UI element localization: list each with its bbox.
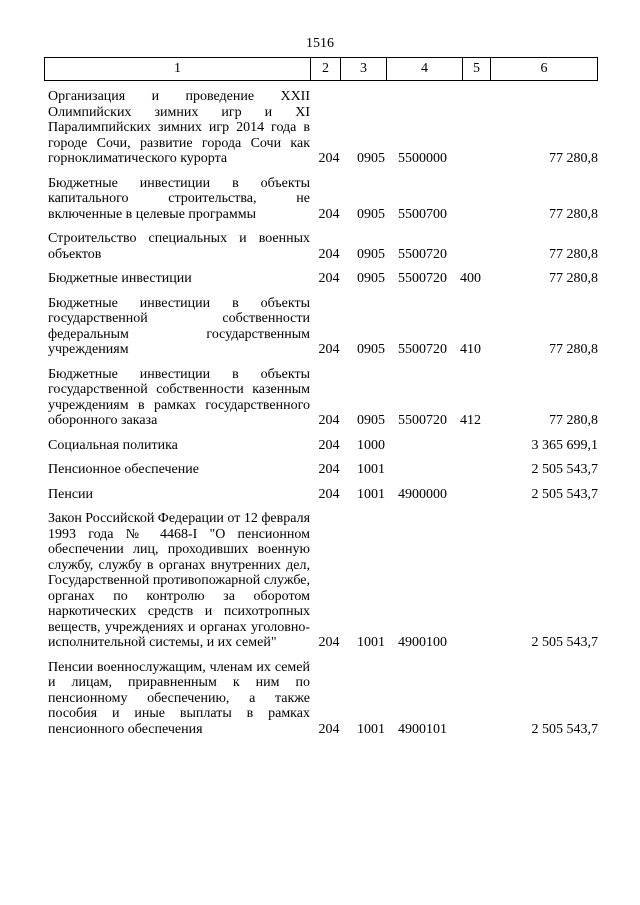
row-section-code: 0905 bbox=[357, 246, 385, 262]
row-target-code: 5500700 bbox=[398, 206, 447, 222]
table-row bbox=[48, 511, 598, 651]
row-section-code: 1001 bbox=[357, 635, 385, 650]
table-row bbox=[48, 438, 598, 454]
row-amount: 2 505 543,7 bbox=[531, 462, 598, 477]
row-name: Пенсионное обеспечение bbox=[48, 462, 199, 477]
row-amount: 2 505 543,7 bbox=[531, 721, 598, 737]
table-row bbox=[48, 231, 598, 262]
header-col-2: 2 bbox=[311, 58, 341, 80]
row-name: Пенсии военнослужащим, членам их семей и лицам, приравненным к ним по пенсионному обеспечению, а также пособия и иные выплаты в рамках пенсионного обеспечения bbox=[48, 659, 310, 737]
table-row bbox=[48, 271, 598, 287]
row-amount: 77 280,8 bbox=[549, 246, 598, 262]
row-name: Пенсии bbox=[48, 486, 94, 502]
row-expense-type: 412 bbox=[460, 413, 481, 428]
row-amount: 3 365 699,1 bbox=[531, 437, 598, 453]
row-section-code: 1001 bbox=[357, 462, 385, 477]
row-target-code: 5500720 bbox=[398, 413, 447, 428]
header-col-4: 4 bbox=[387, 58, 463, 80]
row-amount: 77 280,8 bbox=[549, 413, 598, 428]
row-ministry-code: 204 bbox=[318, 721, 340, 737]
row-ministry-code: 204 bbox=[318, 635, 340, 650]
page-number: 1516 bbox=[306, 36, 334, 51]
row-ministry-code: 204 bbox=[318, 151, 340, 166]
row-ministry-code: 204 bbox=[318, 246, 340, 262]
row-section-code: 1001 bbox=[357, 721, 385, 737]
table-row bbox=[48, 487, 598, 503]
table-row bbox=[48, 89, 598, 167]
row-ministry-code: 204 bbox=[318, 206, 340, 222]
row-ministry-code: 204 bbox=[318, 271, 340, 286]
header-col-5: 5 bbox=[463, 58, 491, 80]
row-target-code: 4900101 bbox=[398, 721, 447, 737]
row-section-code: 1000 bbox=[357, 437, 385, 453]
table-row bbox=[48, 367, 598, 429]
row-amount: 77 280,8 bbox=[549, 151, 598, 166]
table-body bbox=[48, 89, 598, 746]
row-amount: 2 505 543,7 bbox=[531, 635, 598, 650]
table-row bbox=[48, 296, 598, 358]
row-ministry-code: 204 bbox=[318, 342, 340, 357]
table-row bbox=[48, 462, 598, 478]
row-expense-type: 400 bbox=[460, 271, 481, 286]
row-amount: 77 280,8 bbox=[549, 271, 598, 286]
row-name: Бюджетные инвестиции bbox=[48, 271, 192, 286]
row-amount: 2 505 543,7 bbox=[531, 486, 598, 502]
row-name: Бюджетные инвестиции в объекты государственной собственности казенным учреждениям в рамках государственного оборонного заказа bbox=[48, 366, 310, 428]
header-col-3: 3 bbox=[341, 58, 387, 80]
table-header bbox=[44, 57, 598, 81]
row-name: Закон Российской Федерации от 12 февраля 1993 года № 4468-I "О пенсионном обеспечении лиц, проходивших военную службу, службу в органах внутренних дел, Государственной противопожарной службе, органах по контролю за оборотом наркотических средств и психотропных веществ, учреждениях и органах уголовно-исполнительной системы, и их семей" bbox=[48, 511, 311, 650]
row-target-code: 5500000 bbox=[398, 151, 447, 166]
row-target-code: 5500720 bbox=[398, 342, 447, 357]
row-name: Строительство специальных и военных объектов bbox=[48, 231, 310, 262]
header-col-6: 6 bbox=[540, 61, 548, 76]
row-ministry-code: 204 bbox=[318, 486, 340, 502]
row-amount: 77 280,8 bbox=[549, 342, 598, 357]
row-section-code: 0905 bbox=[357, 151, 385, 166]
row-expense-type: 410 bbox=[460, 342, 481, 357]
row-ministry-code: 204 bbox=[318, 462, 340, 477]
row-target-code: 5500720 bbox=[398, 271, 447, 286]
row-name: Организация и проведение XXII Олимпийских зимних игр и XI Паралимпийских зимних игр 2014 года в городе Сочи, развитие города Сочи как горноклиматического курорта bbox=[48, 89, 310, 166]
header-col-1: 1 bbox=[45, 58, 311, 80]
row-target-code: 5500720 bbox=[398, 246, 447, 262]
row-section-code: 1001 bbox=[357, 486, 385, 502]
row-amount: 77 280,8 bbox=[549, 206, 598, 222]
row-name: Социальная политика bbox=[48, 437, 178, 453]
row-name: Бюджетные инвестиции в объекты государственной собственности федеральным государственным учреждениям bbox=[48, 295, 310, 357]
row-target-code: 4900000 bbox=[398, 486, 447, 502]
row-section-code: 0905 bbox=[357, 271, 385, 286]
row-ministry-code: 204 bbox=[318, 437, 340, 453]
row-section-code: 0905 bbox=[357, 413, 385, 428]
row-section-code: 0905 bbox=[357, 206, 385, 222]
row-target-code: 4900100 bbox=[398, 635, 447, 650]
row-section-code: 0905 bbox=[357, 342, 385, 357]
row-name: Бюджетные инвестиции в объекты капитального строительства, не включенные в целевые программы bbox=[48, 175, 310, 222]
row-ministry-code: 204 bbox=[318, 413, 340, 428]
table-row bbox=[48, 176, 598, 223]
table-row bbox=[48, 660, 598, 738]
